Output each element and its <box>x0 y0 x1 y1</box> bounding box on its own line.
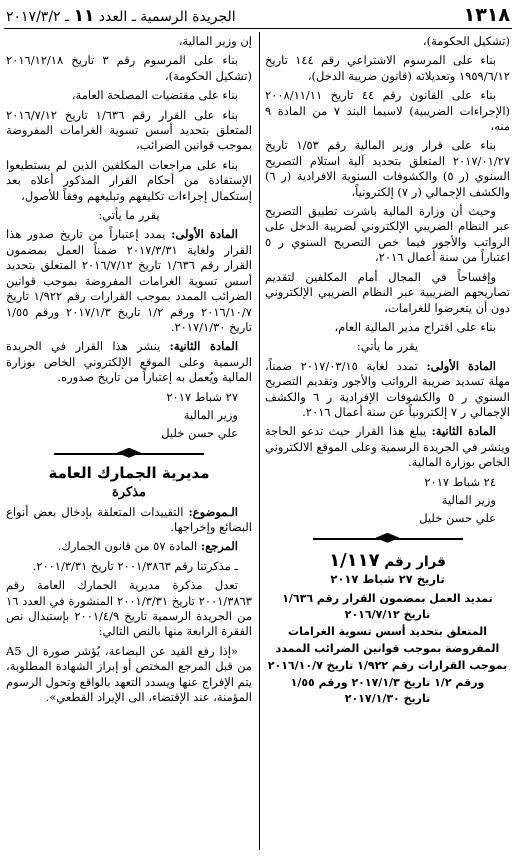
preamble-line: بناء على قرار وزير المالية رقم ١/٥٣ تاريخ ٢٠١٧/٠١/٢٧ المتعلق بتحديد آلية استلام التصريح السنوي (ر ٥) والكشوفات السنوية الافرادية (ر ٦) والكشف الإجمالي (ر ٧) إلكترونياً، <box>265 138 510 199</box>
article-one-label: المادة الأولى: <box>171 227 238 242</box>
article-one <box>265 359 510 421</box>
memo-title: مذكرة <box>112 485 146 501</box>
section-ornament <box>54 448 204 460</box>
running-header <box>4 4 512 26</box>
preamble-line: وحيث أن وزارة المالية باشرت تطبيق التصريح عبر النظام الضريبي الإلكتروني لضريبة الدخل على الرواتب والأجور فيما خص التصريح السنوي ر ٥ اعتباراً من سنة أعمال ٢٠١٦، <box>265 204 510 265</box>
signature-name: علي حسن خليل <box>161 426 238 441</box>
article-one-text: تمدد لغاية ٢٠١٧/٠٣/١٥ ضمناً، مهلة تسديد ضريبة الرواتب والأجور وتقديم التصريح السنوي ر ٥ والكشوفات الإفرادية ر ٦ والكشف الإجمالي ر ٧ إلكترونياً عن سنة أعمال ٢٠١٦. <box>265 358 510 419</box>
preamble-line: بناء على مراجعات المكلفين الذين لم يستطيعوا الإستفادة من أحكام القرار المذكور أعلاه بعد إستكمال إجراءات تكليفهم وتبليغهم وفقاً للأصول، <box>6 157 252 203</box>
article-two-label: المادة الثانية: <box>169 339 239 354</box>
decides-heading: يقرر ما يأتي: <box>98 208 160 223</box>
section-ornament <box>313 533 463 545</box>
preamble-line: وإفساحاً في المجال أمام المكلفين لتقديم تصاريحهم الضريبية عبر النظام الضريبي الإلكتروني دون أن يتعرضوا للغرامات، <box>265 269 510 315</box>
preamble-line: إن وزير المالية، <box>178 34 252 48</box>
memo-paragraph: «إذا رفع القيد عن البضاعة، يُؤشر صورة ال A5 من قبل المرجع المختص أو إبراز الشهادة المطلوبة، يتم الإفراج عنها ويسدد التعهد بالواقع وتحول الرسوم المؤمنة، عند الإقتضاء، الى الإيراد القطعي». <box>6 643 252 705</box>
right-column <box>265 34 510 708</box>
preamble-line: بناء على المرسوم رقم ٣ تاريخ ٢٠١٦/١٢/١٨ (تشكيل الحكومة)، <box>6 53 252 83</box>
issue-date: ـ ٢٠١٧/٣/٢ <box>6 9 70 25</box>
memo-reference-label: المرجع: <box>200 539 238 554</box>
decision-number-value: ١/١١٧ <box>329 549 380 571</box>
article-one-label: المادة الأولى: <box>426 358 496 373</box>
preamble-line: بناء على القرار رقم ١/٦٣٦ تاريخ ٢٠١٦/٧/١٢ المتعلق بتحديد أسس تسوية الغرامات المفروضة بموجب قوانين الضرائب، <box>6 107 252 153</box>
preamble-line: بناء على اقتراح مدير المالية العام، <box>334 319 496 334</box>
gazette-name: الجريدة الرسمية ـ العدد <box>98 9 236 25</box>
page-number: ١٣١٨ <box>463 4 510 26</box>
decision-title-line: تاريخ ٢٠١٧/١/٣٠ <box>344 692 431 706</box>
article-two-label: المادة الثانية: <box>431 424 496 439</box>
decision-title-line: بموجب القرارات رقم ١/٩٢٢ تاريخ ٢٠١٦/١٠/٧ <box>267 658 508 672</box>
gazette-issue-line <box>6 6 236 26</box>
memo-paragraph: تعدل مذكرة مديرية الجمارك العامة رقم ٢٠٠١/٣٨٦٣ تاريخ ٢٠٠١/٣/٣١ المنشورة في العدد ١٦ من الجريدة الرسمية تاريخ ٢٠٠١/٤/٩ بإستبدال نص الفقرة الرابعة منها بالنص التالي: <box>6 578 252 639</box>
preamble-line: بناء على القانون رقم ٤٤ تاريخ ٢٠٠٨/١١/١١ (الإجراءات الضريبية) لاسيما البند ٧ من المادة ٩ منه، <box>265 88 510 134</box>
article-two-text: ينشر هذا القرار في الجريدة الرسمية وعلى الموقع الإلكتروني الخاص بوزارة المالية ويُعمل به إعتباراً من تاريخ صدوره. <box>6 339 252 385</box>
preamble-line: (تشكيل الحكومة)، <box>422 34 510 48</box>
memo-reference-text: المادة ٥٧ من قانون الجمارك. <box>57 539 198 554</box>
memo-subject-label: الـموضوع: <box>188 504 238 519</box>
decision-title-line: المتعلق بتحديد أسس تسوية الغرامات <box>288 625 487 639</box>
article-two-text: يبلغ هذا القرار حيث تدعو الحاجة وينشر في الجريدة الرسمية وعلى الموقع الالكتروني الخاص بوزارة المالية. <box>264 424 510 470</box>
article-one <box>6 227 252 335</box>
decision-date: تاريخ ٢٧ شباط ٢٠١٧ <box>330 572 445 587</box>
column-divider <box>259 32 260 850</box>
preamble-line: بناء على مقتضيات المصلحة العامة، <box>71 88 238 103</box>
signature-title: وزير المالية <box>183 407 238 422</box>
decision-number: قرار رقم ١/١١٧ <box>329 549 446 571</box>
issue-number: ١١ <box>73 6 95 26</box>
preamble-line: بناء على المرسوم الاشتراعي رقم ١٤٤ تاريخ ١٩٥٩/٦/١٢ وتعديلاته (قانون ضريبة الدخل)، <box>265 53 510 83</box>
decision-title-line: تاريخ ٢٠١٦/٧/١٢ <box>344 608 431 622</box>
signature-title: وزير المالية <box>441 492 496 507</box>
signature-date: ٢٤ شباط ٢٠١٧ <box>424 474 496 489</box>
article-one-text: يمدد إعتباراً من تاريخ صدور هذا القرار ولغاية ٢٠١٧/٣/٣١ ضمناً العمل بمضمون القرار رقم ١/٦٣٦ تاريخ ٢٠١٦/٧/١٢ المتعلق بتحديد أسس تسوية الغرامات المفروضة بموجب قوانين الضرائب الممدد بموجب القرارات رقم ١/٩٢٢ تاريخ ٢٠١٦/١٠/٧ ورقم ١/٢ تاريخ ٢٠١٧/١/٣ ورقم ١/٥٥ تاريخ ٢٠١٧/١/٣٠. <box>6 227 252 334</box>
decision-heading <box>265 549 510 708</box>
customs-section-title: مديرية الجمارك العامة <box>48 463 210 482</box>
signature-name: علي حسن خليل <box>419 511 496 526</box>
article-two <box>265 424 510 470</box>
decision-title-line: تمديد العمل بمضمون القرار رقم ١/٦٣٦ <box>282 591 493 605</box>
decides-heading: يقرر ما يأتي: <box>356 339 419 354</box>
memo-subject <box>6 505 252 536</box>
header-rule <box>4 28 512 29</box>
decision-title-line: المفروضة بموجب قوانين الضرائب الممدد <box>275 641 500 655</box>
memo-paragraph: ـ مذكرتنا رقم ٢٠٠١/٣٨٦٣ تاريخ ٢٠٠١/٣/٣١. <box>32 558 238 573</box>
decision-title-line: ورقم ١/٢ تاريخ ٢٠١٧/١/٣ ورقم ١/٥٥ <box>290 675 485 689</box>
memo-subject-text: التقييدات المتعلقة بإدخال بعض أنواع البضائع وإخراجها. <box>6 504 252 534</box>
memo-reference <box>6 539 252 554</box>
signature-date: ٢٧ شباط ٢٠١٧ <box>166 389 238 404</box>
left-column <box>6 34 252 709</box>
article-two <box>6 339 252 385</box>
